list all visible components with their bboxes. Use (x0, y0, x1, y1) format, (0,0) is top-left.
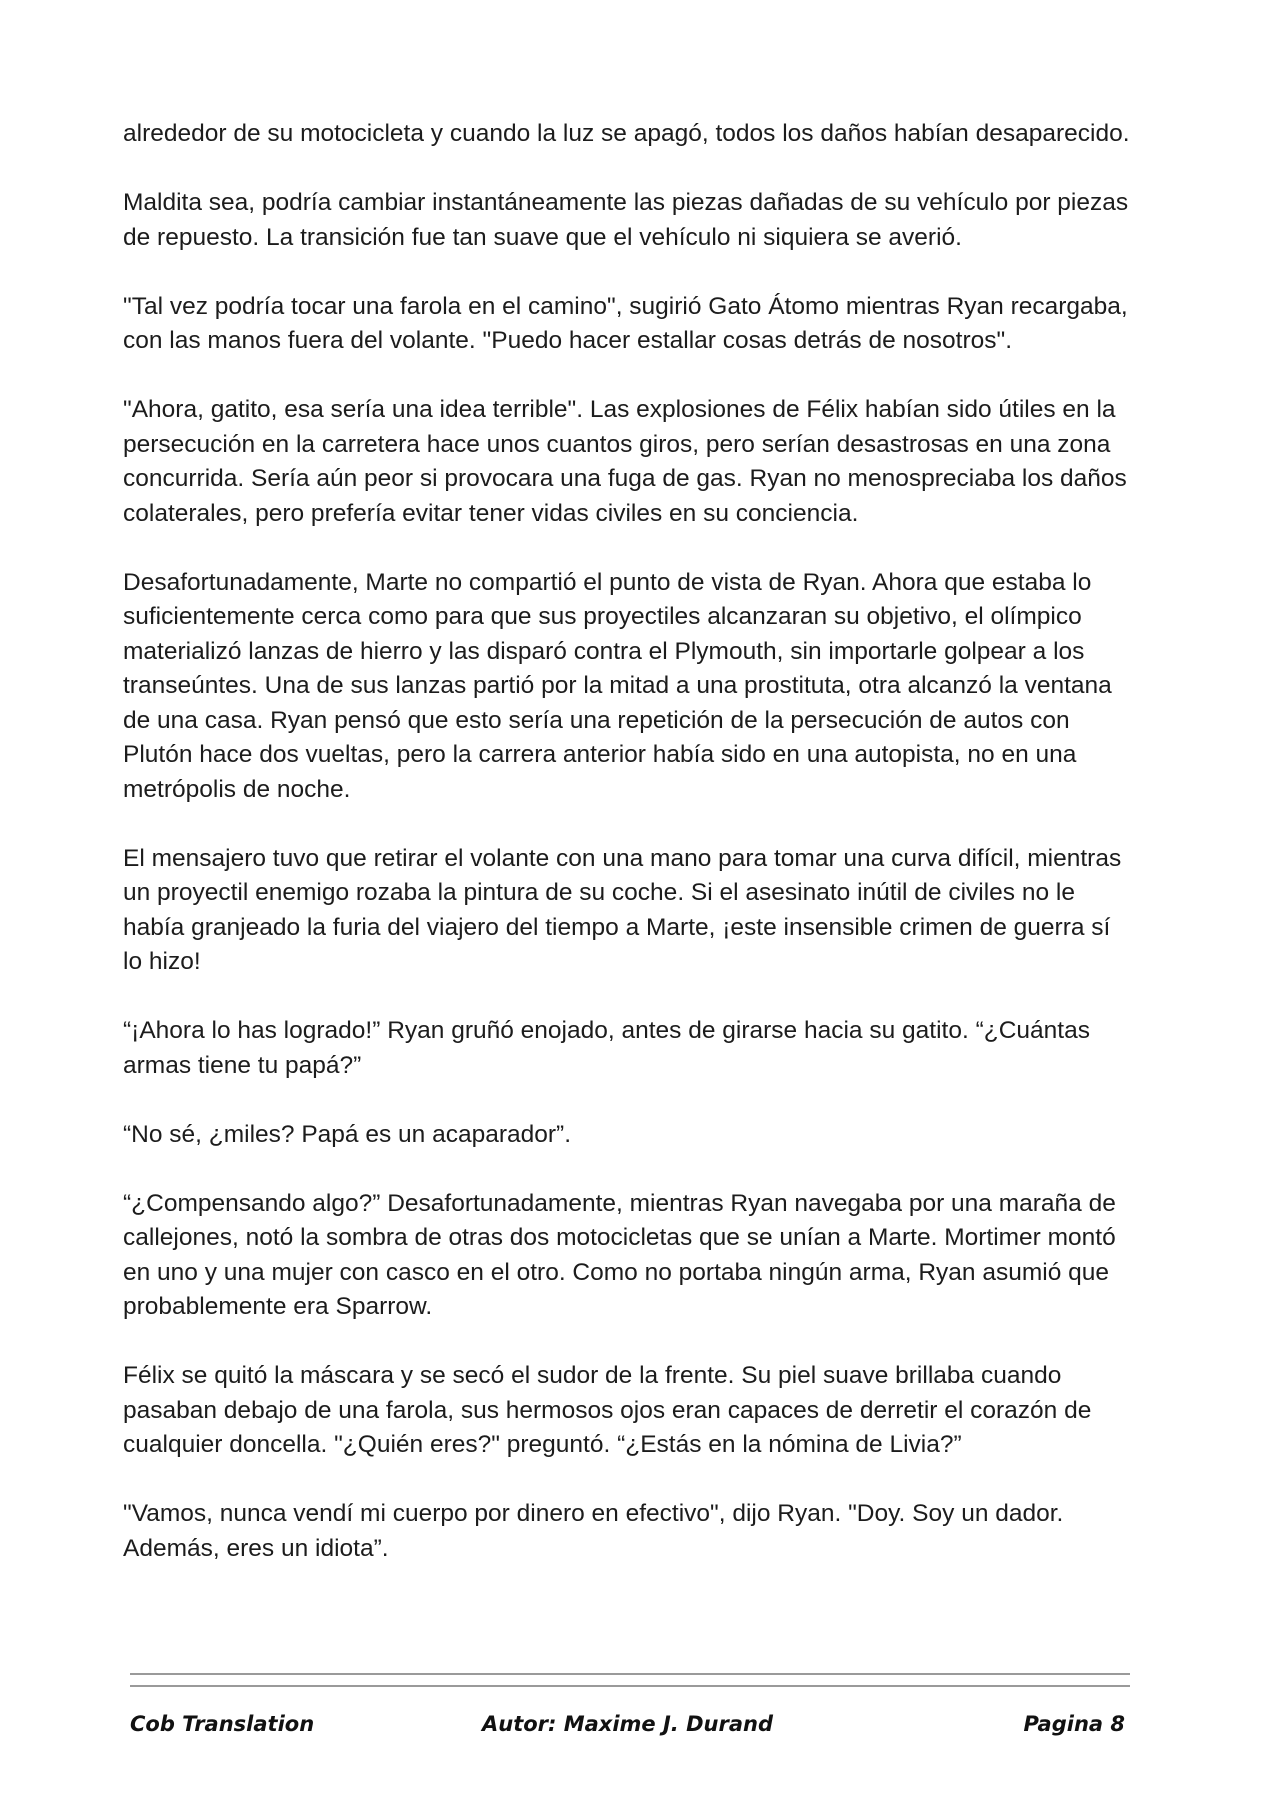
footer-author: Autor: Maxime J. Durand (482, 1712, 773, 1736)
paragraph: alrededor de su motocicleta y cuando la luz se apagó, todos los daños habían desaparecido. (123, 120, 1130, 147)
page-footer (130, 1712, 1125, 1742)
paragraph: "Vamos, nunca vendí mi cuerpo por dinero en efectivo", dijo Ryan. "Doy. Soy un dador. Además, eres un idiota”. (123, 1500, 1064, 1562)
footer-page-number: Pagina 8 (1023, 1712, 1125, 1736)
paragraph: Desafortunadamente, Marte no compartió el punto de vista de Ryan. Ahora que estaba lo suficientemente cerca como para que sus proyectiles alcanzaran su objetivo, el olímpico materializó lanzas de hierro y las disparó contra el Plymouth, sin importarle golpear a los transeúntes. Una de sus lanzas partió por la mitad a una prostituta, otra alcanzó la ventana de una casa. Ryan pensó que esto sería una repetición de la persecución de autos con Plutón hace dos vueltas, pero la carrera anterior había sido en una autopista, no en una metrópolis de noche. (123, 568, 1112, 803)
paragraph: "Tal vez podría tocar una farola en el camino", sugirió Gato Átomo mientras Ryan recargaba, con las manos fuera del volante. "Puedo hacer estallar cosas detrás de nosotros". (123, 292, 1128, 354)
footer-translator: Cob Translation (130, 1712, 315, 1736)
footer-divider-bottom (130, 1685, 1130, 1687)
paragraph: Félix se quitó la máscara y se secó el sudor de la frente. Su piel suave brillaba cuando pasaban debajo de una farola, sus hermosos ojos eran capaces de derretir el corazón de cualquier doncella. "¿Quién eres?" preguntó. “¿Estás en la nómina de Livia?” (123, 1362, 1092, 1458)
paragraph: “¿Compensando algo?” Desafortunadamente, mientras Ryan navegaba por una maraña de callejones, notó la sombra de otras dos motocicletas que se unían a Marte. Mortimer montó en uno y una mujer con casco en el otro. Como no portaba ningún arma, Ryan asumió que probablemente era Sparrow. (123, 1189, 1116, 1320)
paragraph: Maldita sea, podría cambiar instantáneamente las piezas dañadas de su vehículo por piezas de repuesto. La transición fue tan suave que el vehículo ni siquiera se averió. (123, 189, 1129, 251)
paragraph: “No sé, ¿miles? Papá es un acaparador”. (123, 1120, 572, 1148)
paragraph: El mensajero tuvo que retirar el volante con una mano para tomar una curva difícil, mientras un proyectil enemigo rozaba la pintura de su coche. Si el asesinato inútil de civiles no le había granjeado la furia del viajero del tiempo a Marte, ¡este insensible crimen de guerra sí lo hizo! (123, 844, 1122, 975)
paragraph: “¡Ahora lo has logrado!” Ryan gruñó enojado, antes de girarse hacia su gatito. “¿Cuántas armas tiene tu papá?” (123, 1017, 1090, 1079)
footer-divider-top (130, 1673, 1130, 1675)
body-text (123, 117, 1133, 1566)
paragraph: "Ahora, gatito, esa sería una idea terrible". Las explosiones de Félix habían sido útiles en la persecución en la carretera hace unos cuantos giros, pero serían desastrosas en una zona concurrida. Sería aún peor si provocara una fuga de gas. Ryan no menospreciaba los daños colaterales, pero prefería evitar tener vidas civiles en su conciencia. (123, 396, 1127, 527)
